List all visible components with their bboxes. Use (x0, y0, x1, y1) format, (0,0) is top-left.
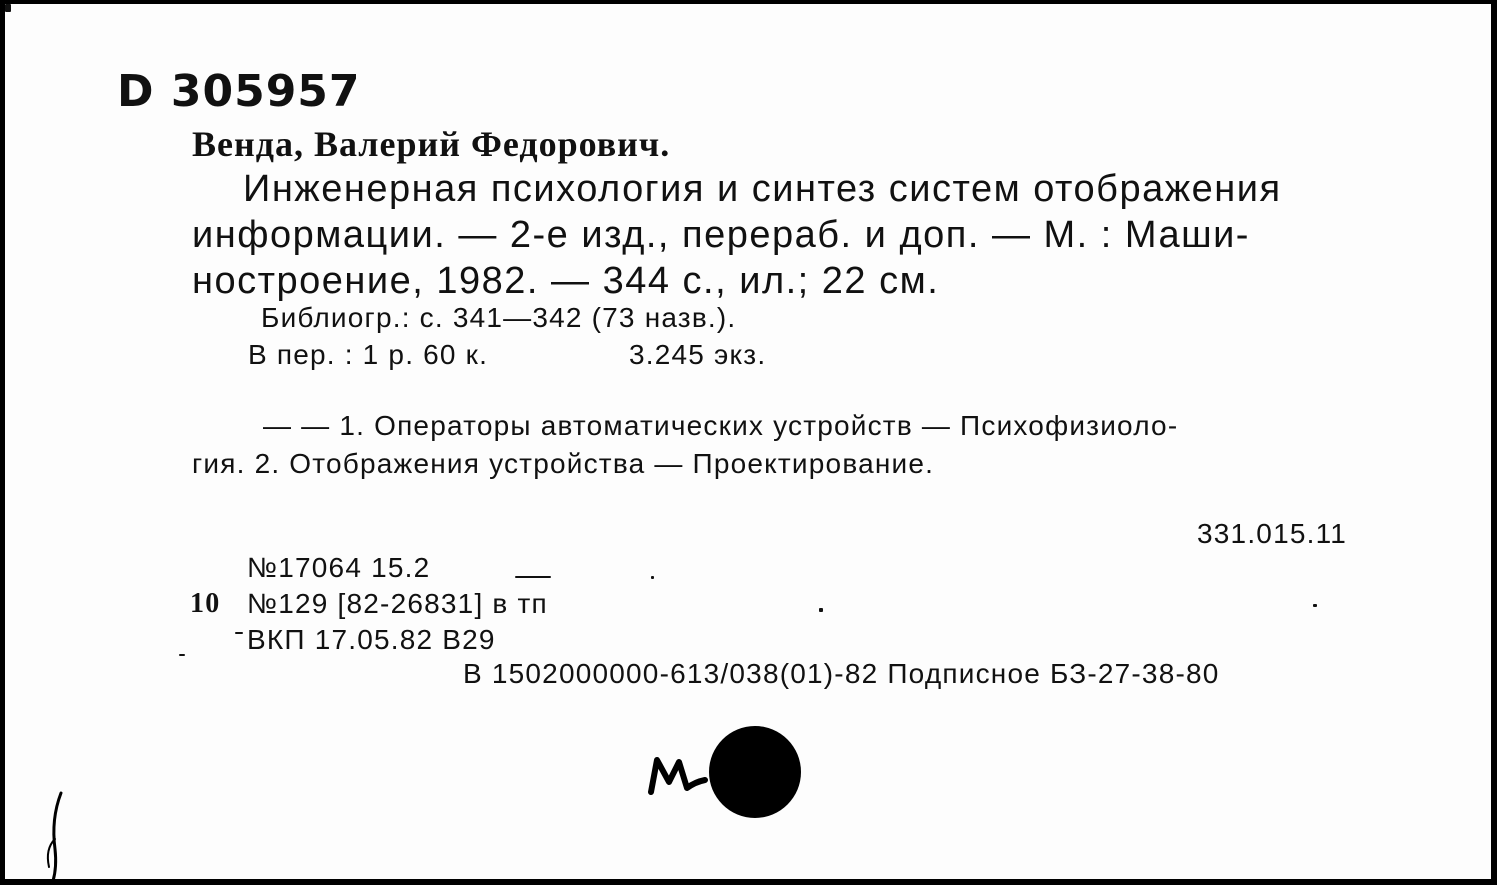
ink-speck (515, 576, 551, 578)
filled-circle-mark (709, 726, 801, 818)
catalog-number: №129 [82-26831] в тп (247, 588, 548, 619)
classification-line: В 1502000000-613/038(01)-82 Подписное БЗ-27-38-80 (463, 658, 1220, 689)
title-line-2: информации. — 2-е изд., перераб. и доп. — М. : Маши- (192, 214, 1250, 256)
call-number: D 305957 (117, 66, 361, 117)
title-line-3: ностроение, 1982. — 344 с., ил.; 22 см. (192, 260, 940, 302)
ink-speck (5, 4, 11, 12)
ink-speck (179, 654, 185, 656)
title-line-1: Инженерная психология и синтез систем отображения (243, 168, 1282, 210)
ink-speck (819, 608, 823, 612)
subject-line-1: — — 1. Операторы автоматических устройств — Психофизиоло- (263, 410, 1179, 441)
pen-stroke-mark (33, 789, 83, 884)
author-heading: Венда, Валерий Федорович. (192, 124, 671, 164)
ink-speck (235, 632, 243, 634)
handwritten-m-mark (647, 752, 709, 796)
bibliography-note: Библиогр.: с. 341—342 (73 назв.). (261, 302, 737, 333)
order-number: №17064 15.2 (247, 552, 431, 583)
ink-speck (651, 576, 654, 579)
subject-line-2: гия. 2. Отображения устройства — Проектирование. (192, 448, 935, 479)
vkp-line: ВКП 17.05.82 В29 (247, 624, 496, 655)
price-line: В пер. : 1 р. 60 к. (248, 339, 489, 370)
udc-index: 331.015.11 (1197, 518, 1348, 549)
copy-count-mark: 10 (190, 588, 221, 619)
print-run: 3.245 экз. (629, 339, 767, 370)
ink-speck (1313, 604, 1317, 607)
